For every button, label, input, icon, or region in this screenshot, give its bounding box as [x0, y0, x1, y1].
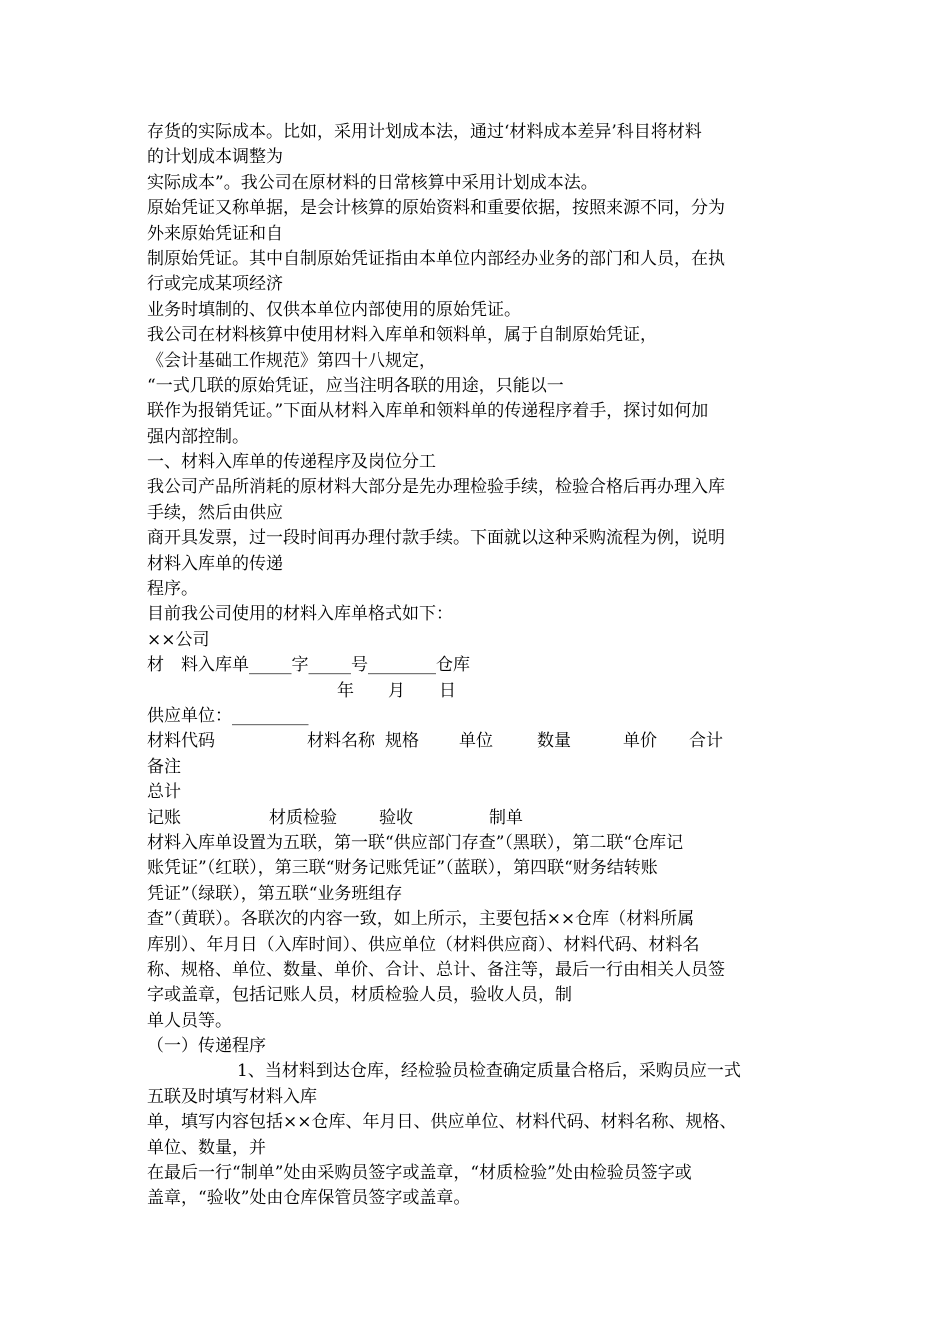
form-date-line: 年 月 日	[337, 680, 456, 701]
text-line: 单，填写内容包括××仓库、年月日、供应单位、材料代码、材料名称、规格、	[147, 1112, 737, 1133]
form-signature-label: 记账	[147, 807, 181, 828]
text-line: 盖章，“验收”处由仓库保管员签字或盖章。	[147, 1188, 471, 1209]
text-line: 程序。	[147, 579, 198, 600]
text-line: 单人员等。	[147, 1010, 232, 1031]
text-line: 行或完成某项经济	[147, 274, 283, 295]
text-line: 实际成本”。我公司在原材料的日常核算中采用计划成本法。	[147, 172, 598, 193]
form-column-header: 合计	[689, 731, 723, 752]
form-columns	[147, 729, 807, 754]
text-line: 原始凭证又称单据，是会计核算的原始资料和重要依据，按照来源不同，分为	[147, 198, 725, 219]
text-line: 称、规格、单位、数量、单价、合计、总计、备注等，最后一行由相关人员签	[147, 959, 725, 980]
form-column-header: 材料代码	[147, 731, 215, 752]
text-line: 在最后一行“制单”处由采购员签字或盖章，“材质检验”处由检验员签字或	[147, 1163, 692, 1184]
form-column-header: 单价	[623, 731, 657, 752]
form-signatures	[147, 806, 807, 831]
text-line: 字或盖章，包括记账人员，材质检验人员，验收人员，制	[147, 985, 572, 1006]
paragraph-procedure-step-1	[147, 1059, 807, 1211]
paragraph-five-copies	[147, 831, 807, 1034]
text-line: 制原始凭证。其中自制原始凭证指由本单位内部经办业务的部门和人员，在执	[147, 248, 725, 269]
document-body	[147, 120, 807, 1212]
form-signature-label: 材质检验	[269, 807, 337, 828]
text-line: 五联及时填写材料入库	[147, 1086, 317, 1107]
text-line: 账凭证”（红联），第三联“财务记账凭证”（蓝联），第四联“财务结转账	[147, 858, 658, 879]
text-line: 材料入库单设置为五联，第一联“供应部门存查”（黑联），第二联“仓库记	[147, 832, 684, 853]
paragraph-purchase-flow	[147, 475, 807, 602]
text-line: 目前我公司使用的材料入库单格式如下：	[147, 604, 453, 625]
form-supplier: 供应单位：_________	[147, 705, 309, 726]
text-line: 凭证”（绿联），第五联“业务班组存	[147, 883, 403, 904]
form-column-header: 材料名称	[307, 731, 375, 752]
paragraph-original-voucher	[147, 196, 807, 323]
paragraph-actual-cost	[147, 120, 807, 196]
subsection-heading: （一）传递程序	[147, 1036, 266, 1057]
text-line: 库别）、年月日（入库时间）、供应单位（材料供应商）、材料代码、材料名	[147, 934, 700, 955]
form-total: 总计	[147, 782, 181, 803]
text-line: 业务时填制的、仅供本单位内部使用的原始凭证。	[147, 299, 521, 320]
form-column-header: 规格	[385, 731, 419, 752]
text-line: 的计划成本调整为	[147, 147, 283, 168]
text-line: 《会计基础工作规范》第四十八规定，	[147, 350, 436, 371]
text-line: 外来原始凭证和自	[147, 223, 283, 244]
form-remark: 备注	[147, 756, 181, 777]
receipt-form-template	[147, 628, 807, 831]
text-line: 手续，然后由供应	[147, 502, 283, 523]
form-title-line: 材 料入库单_____字_____号________仓库	[147, 655, 470, 676]
form-signature-label: 验收	[379, 807, 413, 828]
text-line: 我公司产品所消耗的原材料大部分是先办理检验手续，检验合格后再办理入库	[147, 477, 725, 498]
form-company: ××公司	[147, 629, 210, 650]
text-line: 查”（黄联）。各联次的内容一致，如上所示，主要包括××仓库（材料所属	[147, 909, 695, 930]
form-column-header: 数量	[537, 731, 571, 752]
text-line: 1、当材料到达仓库，经检验员检查确定质量合格后，采购员应一式	[237, 1061, 741, 1082]
text-line: 单位、数量，并	[147, 1137, 266, 1158]
text-line: 材料入库单的传递	[147, 553, 283, 574]
form-signature-label: 制单	[489, 807, 523, 828]
text-line: “一式几联的原始凭证，应当注明各联的用途，只能以一	[147, 375, 564, 396]
text-line: 商开具发票，过一段时间再办理付款手续。下面就以这种采购流程为例，说明	[147, 528, 725, 549]
text-line: 联作为报销凭证。”下面从材料入库单和领料单的传递程序着手，探讨如何加	[147, 401, 709, 422]
text-line: 强内部控制。	[147, 426, 249, 447]
section-heading: 一、材料入库单的传递程序及岗位分工	[147, 452, 436, 473]
text-line: 我公司在材料核算中使用材料入库单和领料单，属于自制原始凭证，	[147, 325, 657, 346]
text-line: 存货的实际成本。比如，采用计划成本法，通过‘材料成本差异’科目将材料	[147, 122, 702, 142]
paragraph-regulation	[147, 323, 807, 450]
form-column-header: 单位	[459, 731, 493, 752]
